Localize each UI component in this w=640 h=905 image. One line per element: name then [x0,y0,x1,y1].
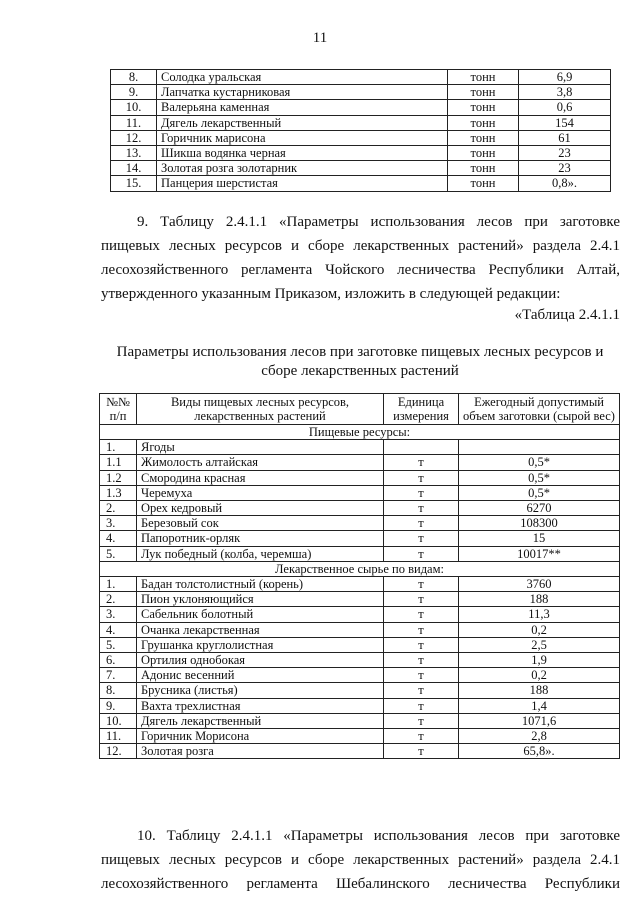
row-number: 2. [100,501,137,516]
row-unit: тонн [448,161,519,176]
row-number: 14. [111,161,157,176]
row-unit: т [384,729,459,744]
table-row [100,683,620,698]
row-name: Бадан толстолистный (корень) [137,577,384,592]
row-name: Брусника (листья) [137,683,384,698]
row-value: 3760 [459,577,620,592]
row-name: Березовый сок [137,516,384,531]
table-row [100,440,620,455]
row-value: 188 [459,683,620,698]
table-row [100,637,620,652]
row-number: 11. [111,115,157,130]
row-name: Ягоды [137,440,384,455]
row-number: 1.1 [100,455,137,470]
row-value: 15 [459,531,620,546]
row-value: 6,9 [519,70,611,85]
table-row [100,501,620,516]
row-value: 23 [519,146,611,161]
row-name: Лук победный (колба, черемша) [137,546,384,561]
section-row [100,561,620,576]
row-name: Дягель лекарственный [157,115,448,130]
row-number: 5. [100,546,137,561]
row-number: 5. [100,637,137,652]
paragraph-line: пищевых лесных ресурсов и сборе лекарственных растений» раздела 2.4.1 [101,852,620,868]
row-name: Валерьяна каменная [157,100,448,115]
table-body [100,425,620,562]
forest-use-parameters-table [99,393,620,759]
row-name: Адонис весенний [137,668,384,683]
header-text: Виды пищевых лесных ресурсов, [170,395,350,409]
row-value: 1,4 [459,698,620,713]
row-value: 0,5* [459,455,620,470]
table-row [100,470,620,485]
header-text: объем заготовки (сырой вес) [463,409,615,423]
caption-line: сборе лекарственных растений [261,363,459,379]
table-row [100,592,620,607]
row-name: Смородина красная [137,470,384,485]
row-value: 3,8 [519,85,611,100]
row-name: Ортилия однобокая [137,653,384,668]
table-row [100,607,620,622]
row-value: 61 [519,130,611,145]
row-name: Горичник марисона [157,130,448,145]
table-row [100,622,620,637]
row-unit: тонн [448,100,519,115]
row-unit: тонн [448,70,519,85]
row-number: 1. [100,440,137,455]
row-unit: т [384,531,459,546]
caption-line: Параметры использования лесов при заготовке пищевых лесных ресурсов и [116,344,604,360]
row-name: Лапчатка кустарниковая [157,85,448,100]
row-value: 0,2 [459,668,620,683]
row-unit: т [384,713,459,728]
row-number: 7. [100,668,137,683]
row-number: 6. [100,653,137,668]
row-number: 10. [111,100,157,115]
table-row [100,653,620,668]
section-medicinal-label: Лекарственное сырье по видам: [100,561,620,576]
paragraph-line: пищевых лесных ресурсов и сборе лекарственных растений» раздела 2.4.1 [101,238,620,254]
row-name: Грушанка круглолистная [137,637,384,652]
row-number: 8. [100,683,137,698]
row-value: 23 [519,161,611,176]
row-value: 154 [519,115,611,130]
row-value: 0,8». [519,176,611,191]
header-value [459,394,620,425]
row-value: 108300 [459,516,620,531]
row-number: 12. [111,130,157,145]
header-name [137,394,384,425]
row-unit: т [384,470,459,485]
row-unit: т [384,516,459,531]
row-unit: т [384,668,459,683]
row-unit: т [384,653,459,668]
species-table-body [111,70,611,192]
row-unit: т [384,622,459,637]
row-unit: т [384,698,459,713]
table-row [100,577,620,592]
row-unit: тонн [448,85,519,100]
paragraph-line: 10. Таблицу 2.4.1.1 «Параметры использования лесов при заготовке [137,828,620,844]
row-unit: тонн [448,130,519,145]
row-unit: т [384,744,459,759]
row-name: Пион уклоняющийся [137,592,384,607]
paragraph-line: утвержденного указанным Приказом, изложить в следующей редакции: [101,286,561,302]
row-unit: т [384,637,459,652]
table-row [111,115,611,130]
table-reference: «Таблица 2.4.1.1 [514,307,620,323]
row-value: 1,9 [459,653,620,668]
row-value: 65,8». [459,744,620,759]
row-unit: т [384,683,459,698]
row-value: 10017** [459,546,620,561]
table-row [100,516,620,531]
row-unit: т [384,501,459,516]
table-row [100,698,620,713]
section-food-label: Пищевые ресурсы: [100,425,620,440]
paragraph-line: лесохозяйственного регламента Чойского лесничества Республики Алтай, [101,262,620,278]
table-row [100,668,620,683]
header-text: №№ [106,395,130,409]
row-number: 4. [100,622,137,637]
table-row [100,531,620,546]
table-row [111,100,611,115]
row-value [459,440,620,455]
row-value: 11,3 [459,607,620,622]
row-unit: тонн [448,176,519,191]
row-unit: т [384,455,459,470]
paragraph-line: лесохозяйственного регламента Шебалинского лесничества Республики [101,876,620,892]
row-name: Папоротник-орляк [137,531,384,546]
row-value: 2,8 [459,729,620,744]
row-unit: тонн [448,146,519,161]
header-text: п/п [109,409,127,423]
table-caption [90,343,630,381]
table-body-medicinal [100,561,620,759]
row-number: 12. [100,744,137,759]
row-number: 11. [100,729,137,744]
row-name: Жимолость алтайская [137,455,384,470]
row-unit: тонн [448,115,519,130]
row-number: 15. [111,176,157,191]
row-number: 9. [111,85,157,100]
row-name: Панцерия шерстистая [157,176,448,191]
row-number: 13. [111,146,157,161]
row-name: Солодка уральская [157,70,448,85]
row-name: Дягель лекарственный [137,713,384,728]
page-number: 11 [312,30,328,46]
row-value: 0,2 [459,622,620,637]
table-row [111,146,611,161]
table-row [100,546,620,561]
row-unit [384,440,459,455]
row-number: 1.3 [100,485,137,500]
table-row [111,130,611,145]
table-row [100,455,620,470]
row-unit: т [384,546,459,561]
paragraph-line: 9. Таблицу 2.4.1.1 «Параметры использования лесов при заготовке [137,214,620,230]
table-row [100,485,620,500]
header-text: Ежегодный допустимый [474,395,604,409]
row-number: 10. [100,713,137,728]
table-row [100,744,620,759]
row-name: Орех кедровый [137,501,384,516]
table-row [100,713,620,728]
row-name: Шикша водянка черная [157,146,448,161]
row-name: Золотая розга [137,744,384,759]
row-value: 2,5 [459,637,620,652]
section-row [100,425,620,440]
row-value: 188 [459,592,620,607]
header-text: Единица [397,395,445,409]
row-number: 1.2 [100,470,137,485]
row-unit: т [384,607,459,622]
table-row [100,729,620,744]
table-row [111,161,611,176]
row-number: 9. [100,698,137,713]
table-header [100,394,620,425]
paragraph-9 [101,210,620,306]
row-unit: т [384,485,459,500]
row-number: 3. [100,607,137,622]
row-number: 1. [100,577,137,592]
row-name: Вахта трехлистная [137,698,384,713]
header-num [100,394,137,425]
row-value: 0,6 [519,100,611,115]
row-name: Горичник Морисона [137,729,384,744]
table-row [111,176,611,191]
paragraph-10 [101,824,620,896]
row-number: 8. [111,70,157,85]
row-number: 3. [100,516,137,531]
row-number: 2. [100,592,137,607]
row-unit: т [384,592,459,607]
row-name: Сабельник болотный [137,607,384,622]
header-unit [384,394,459,425]
row-value: 0,5* [459,470,620,485]
header-text: измерения [393,409,449,423]
row-name: Очанка лекарственная [137,622,384,637]
table-row [111,85,611,100]
row-value: 0,5* [459,485,620,500]
row-name: Черемуха [137,485,384,500]
row-value: 6270 [459,501,620,516]
table-row [111,70,611,85]
row-number: 4. [100,531,137,546]
row-name: Золотая розга золотарник [157,161,448,176]
header-row [100,394,620,425]
row-value: 1071,6 [459,713,620,728]
header-text: лекарственных растений [194,409,326,423]
row-unit: т [384,577,459,592]
species-table-continued [110,69,611,192]
